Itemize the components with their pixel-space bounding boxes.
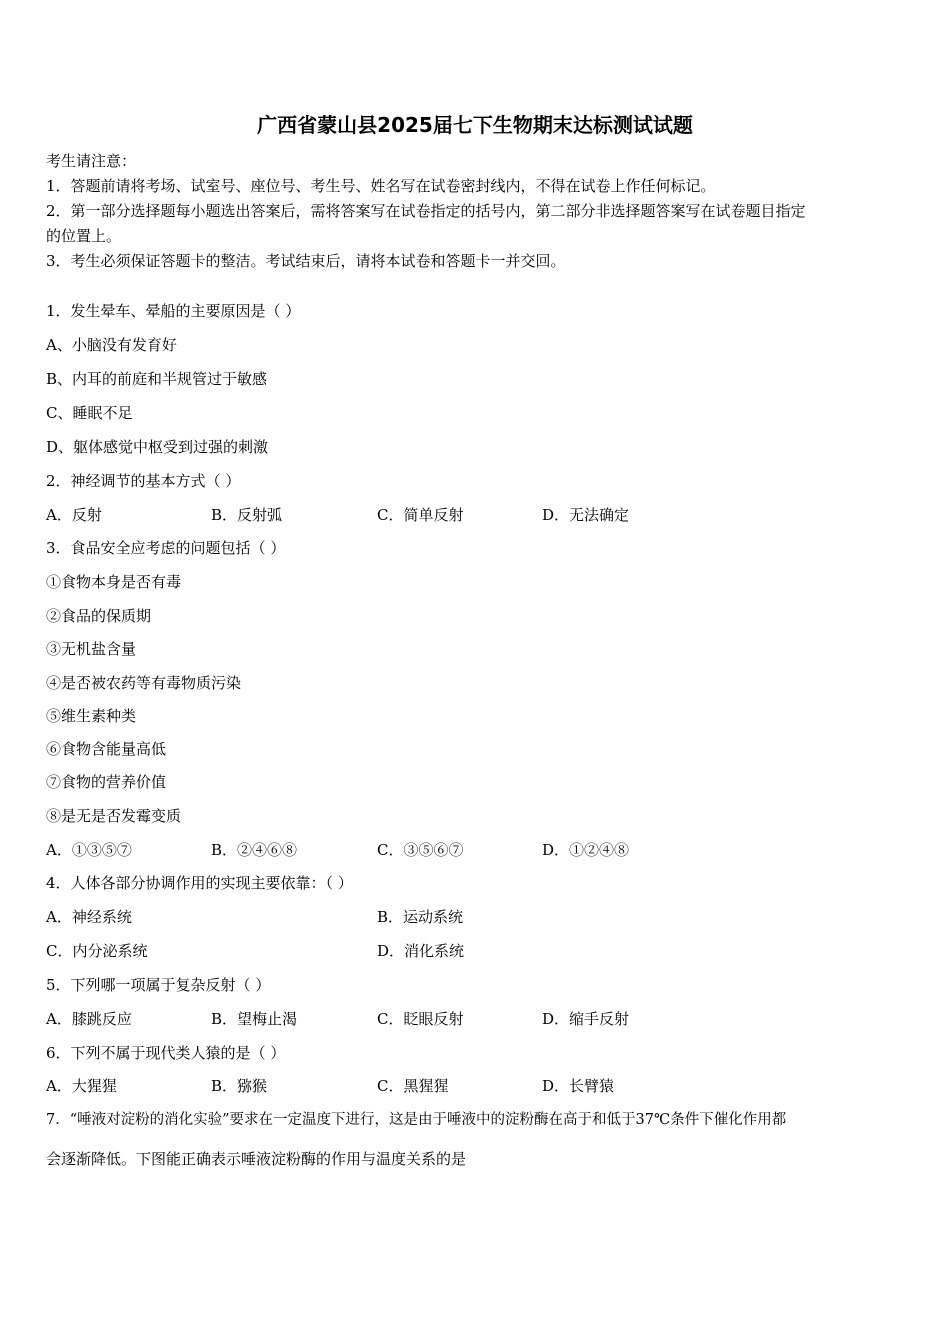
question-3-option-d: D．①②④⑧	[542, 841, 630, 859]
notice-item: 的位置上。	[46, 227, 122, 245]
question-3-option-b: B．②④⑥⑧	[211, 841, 298, 859]
question-3-item: ①食物本身是否有毒	[46, 573, 182, 591]
question-4-option-c: C．内分泌系统	[46, 942, 148, 960]
question-6-option-b: B．猕猴	[211, 1077, 268, 1095]
question-3-stem: 3．食品安全应考虑的问题包括（ ）	[46, 539, 286, 557]
question-4-stem: 4．人体各部分协调作用的实现主要依靠：（ ）	[46, 874, 353, 892]
question-3-item: ②食品的保质期	[46, 607, 152, 625]
question-2-option-c: C．简单反射	[377, 506, 464, 524]
question-1-option-a: A、小脑没有发育好	[46, 336, 177, 354]
question-3-item: ⑤维生素种类	[46, 707, 137, 725]
question-3-item: ③无机盐含量	[46, 640, 137, 658]
question-7-stem: 7．“唾液对淀粉的消化实验”要求在一定温度下进行，这是由于唾液中的淀粉酶在高于和低于37℃条件下催化作用都	[46, 1112, 787, 1128]
question-5-option-b: B．望梅止渴	[211, 1010, 298, 1028]
notice-item: 1．答题前请将考场、试室号、座位号、考生号、姓名写在试卷密封线内，不得在试卷上作任何标记。	[46, 177, 716, 195]
question-7-stem-continued: 会逐渐降低。下图能正确表示唾液淀粉酶的作用与温度关系的是	[46, 1150, 467, 1168]
question-2-option-b: B．反射弧	[211, 506, 283, 524]
question-1-stem: 1．发生晕车、晕船的主要原因是（ ）	[46, 302, 301, 320]
question-5-option-d: D．缩手反射	[542, 1010, 630, 1028]
question-4-option-b: B．运动系统	[377, 908, 464, 926]
question-5-stem: 5．下列哪一项属于复杂反射（ ）	[46, 976, 271, 994]
notice-item: 3．考生必须保证答题卡的整洁。考试结束后，请将本试卷和答题卡一并交回。	[46, 252, 566, 270]
question-2-option-a: A．反射	[46, 506, 102, 524]
question-3-item: ⑥食物含能量高低	[46, 740, 167, 758]
notice-heading: 考生请注意：	[46, 152, 137, 170]
question-6-option-c: C．黑猩猩	[377, 1077, 449, 1095]
question-6-option-a: A．大猩猩	[46, 1077, 117, 1095]
question-5-option-a: A．膝跳反应	[46, 1010, 132, 1028]
question-4-option-d: D．消化系统	[377, 942, 465, 960]
question-3-item: ⑧是无是否发霉变质	[46, 807, 182, 825]
question-1-option-c: C、睡眠不足	[46, 404, 133, 422]
question-2-stem: 2．神经调节的基本方式（ ）	[46, 472, 241, 490]
question-6-stem: 6．下列不属于现代类人猿的是（ ）	[46, 1044, 286, 1062]
exam-title: 广西省蒙山县2025届七下生物期末达标测试试题	[257, 113, 693, 137]
question-1-option-b: B、内耳的前庭和半规管过于敏感	[46, 370, 268, 388]
question-6-option-d: D．长臂猿	[542, 1077, 615, 1095]
question-3-option-c: C．③⑤⑥⑦	[377, 841, 464, 859]
question-3-item: ⑦食物的营养价值	[46, 773, 167, 791]
question-3-item: ④是否被农药等有毒物质污染	[46, 674, 242, 692]
question-3-option-a: A．①③⑤⑦	[46, 841, 132, 859]
question-4-option-a: A．神经系统	[46, 908, 132, 926]
notice-item: 2．第一部分选择题每小题选出答案后，需将答案写在试卷指定的括号内，第二部分非选择题答案写在试卷题目指定	[46, 202, 806, 220]
question-1-option-d: D、躯体感觉中枢受到过强的刺激	[46, 438, 269, 456]
question-2-option-d: D．无法确定	[542, 506, 630, 524]
question-5-option-c: C．眨眼反射	[377, 1010, 464, 1028]
